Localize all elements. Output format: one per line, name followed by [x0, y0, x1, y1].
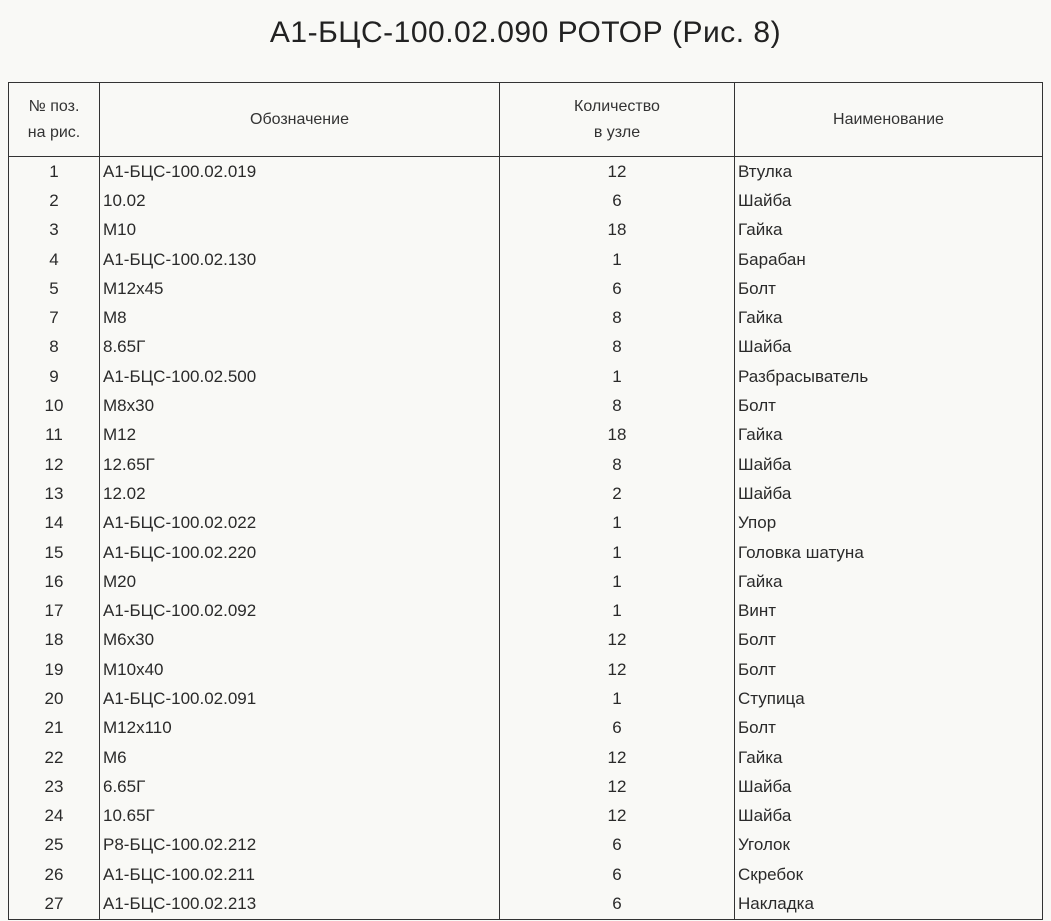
cell-designation: А1-БЦС-100.02.500 — [100, 362, 500, 391]
cell-designation: А1-БЦС-100.02.022 — [100, 509, 500, 538]
cell-name: Шайба — [735, 772, 1043, 801]
cell-quantity: 12 — [500, 772, 735, 801]
cell-quantity: 12 — [500, 157, 735, 187]
cell-quantity: 1 — [500, 509, 735, 538]
cell-quantity: 18 — [500, 421, 735, 450]
cell-designation: М8 — [100, 303, 500, 332]
cell-name: Болт — [735, 391, 1043, 420]
cell-position: 7 — [9, 303, 100, 332]
table-row — [9, 743, 1043, 772]
cell-position: 10 — [9, 391, 100, 420]
cell-position: 13 — [9, 479, 100, 508]
cell-position: 9 — [9, 362, 100, 391]
cell-name: Гайка — [735, 421, 1043, 450]
cell-designation: М6 — [100, 743, 500, 772]
table-row — [9, 216, 1043, 245]
table-row — [9, 596, 1043, 625]
cell-position: 2 — [9, 186, 100, 215]
cell-designation: А1-БЦС-100.02.130 — [100, 245, 500, 274]
cell-quantity: 18 — [500, 216, 735, 245]
cell-designation: М20 — [100, 567, 500, 596]
header-name: Наименование — [735, 83, 1043, 157]
cell-quantity: 1 — [500, 362, 735, 391]
header-designation: Обозначение — [100, 83, 500, 157]
table-row — [9, 802, 1043, 831]
header-quantity-line2: в узле — [593, 123, 641, 141]
cell-quantity: 6 — [500, 714, 735, 743]
header-position — [9, 83, 100, 157]
table-row — [9, 860, 1043, 889]
cell-position: 16 — [9, 567, 100, 596]
cell-name: Болт — [735, 714, 1043, 743]
cell-position: 27 — [9, 889, 100, 919]
cell-quantity: 12 — [500, 802, 735, 831]
parts-table — [8, 82, 1043, 920]
cell-name: Шайба — [735, 186, 1043, 215]
table-row — [9, 626, 1043, 655]
cell-position: 22 — [9, 743, 100, 772]
cell-name: Шайба — [735, 450, 1043, 479]
table-row — [9, 509, 1043, 538]
cell-position: 19 — [9, 655, 100, 684]
cell-name: Головка шатуна — [735, 538, 1043, 567]
cell-name: Шайба — [735, 333, 1043, 362]
table-row — [9, 391, 1043, 420]
cell-designation: А1-БЦС-100.02.092 — [100, 596, 500, 625]
table-row — [9, 538, 1043, 567]
cell-designation: 8.65Г — [100, 333, 500, 362]
cell-name: Шайба — [735, 802, 1043, 831]
header-position-line1: № поз. — [28, 97, 80, 115]
cell-designation: 6.65Г — [100, 772, 500, 801]
cell-position: 20 — [9, 684, 100, 713]
cell-designation: М12 — [100, 421, 500, 450]
cell-quantity: 8 — [500, 303, 735, 332]
cell-name: Разбрасыватель — [735, 362, 1043, 391]
cell-name: Втулка — [735, 157, 1043, 187]
table-row — [9, 245, 1043, 274]
cell-designation: Р8-БЦС-100.02.212 — [100, 831, 500, 860]
table-row — [9, 333, 1043, 362]
cell-quantity: 8 — [500, 391, 735, 420]
cell-quantity: 1 — [500, 245, 735, 274]
cell-designation: 12.65Г — [100, 450, 500, 479]
cell-quantity: 6 — [500, 831, 735, 860]
cell-quantity: 6 — [500, 274, 735, 303]
cell-position: 3 — [9, 216, 100, 245]
header-quantity-line1: Количество — [574, 97, 660, 115]
cell-designation: А1-БЦС-100.02.091 — [100, 684, 500, 713]
cell-quantity: 2 — [500, 479, 735, 508]
cell-name: Гайка — [735, 567, 1043, 596]
cell-position: 12 — [9, 450, 100, 479]
cell-name: Скребок — [735, 860, 1043, 889]
header-position-line2: на рис. — [27, 123, 81, 141]
table-row — [9, 772, 1043, 801]
page-title: А1-БЦС-100.02.090 РОТОР (Рис. 8) — [269, 16, 782, 49]
cell-name: Шайба — [735, 479, 1043, 508]
cell-designation: 10.02 — [100, 186, 500, 215]
cell-name: Накладка — [735, 889, 1043, 919]
cell-designation: А1-БЦС-100.02.019 — [100, 157, 500, 187]
cell-designation: 12.02 — [100, 479, 500, 508]
cell-designation: М6х30 — [100, 626, 500, 655]
cell-name: Упор — [735, 509, 1043, 538]
cell-quantity: 12 — [500, 743, 735, 772]
table-row — [9, 303, 1043, 332]
cell-quantity: 8 — [500, 450, 735, 479]
cell-position: 8 — [9, 333, 100, 362]
table-row — [9, 450, 1043, 479]
cell-designation: М12х110 — [100, 714, 500, 743]
cell-designation: А1-БЦС-100.02.211 — [100, 860, 500, 889]
table-row — [9, 362, 1043, 391]
cell-designation: М12х45 — [100, 274, 500, 303]
table-row — [9, 567, 1043, 596]
cell-name: Барабан — [735, 245, 1043, 274]
table-row — [9, 655, 1043, 684]
cell-position: 24 — [9, 802, 100, 831]
table-row — [9, 421, 1043, 450]
cell-position: 21 — [9, 714, 100, 743]
cell-name: Болт — [735, 274, 1043, 303]
table-row — [9, 274, 1043, 303]
cell-designation: М8х30 — [100, 391, 500, 420]
cell-name: Ступица — [735, 684, 1043, 713]
cell-designation: А1-БЦС-100.02.220 — [100, 538, 500, 567]
table-body — [9, 157, 1043, 920]
cell-name: Уголок — [735, 831, 1043, 860]
table-row — [9, 684, 1043, 713]
cell-quantity: 1 — [500, 684, 735, 713]
cell-quantity: 1 — [500, 567, 735, 596]
cell-position: 14 — [9, 509, 100, 538]
cell-name: Винт — [735, 596, 1043, 625]
cell-position: 17 — [9, 596, 100, 625]
cell-quantity: 12 — [500, 626, 735, 655]
cell-position: 1 — [9, 157, 100, 187]
cell-designation: М10х40 — [100, 655, 500, 684]
cell-quantity: 6 — [500, 860, 735, 889]
table-header-row — [9, 83, 1043, 157]
cell-quantity: 12 — [500, 655, 735, 684]
table-row — [9, 157, 1043, 187]
header-quantity — [500, 83, 735, 157]
cell-quantity: 1 — [500, 538, 735, 567]
cell-name: Гайка — [735, 303, 1043, 332]
cell-name: Болт — [735, 626, 1043, 655]
cell-quantity: 8 — [500, 333, 735, 362]
cell-position: 26 — [9, 860, 100, 889]
cell-position: 15 — [9, 538, 100, 567]
table-row — [9, 714, 1043, 743]
cell-position: 25 — [9, 831, 100, 860]
cell-quantity: 6 — [500, 889, 735, 919]
cell-designation: М10 — [100, 216, 500, 245]
cell-position: 5 — [9, 274, 100, 303]
cell-designation: 10.65Г — [100, 802, 500, 831]
cell-position: 23 — [9, 772, 100, 801]
table-row — [9, 889, 1043, 919]
cell-position: 18 — [9, 626, 100, 655]
table-row — [9, 831, 1043, 860]
cell-designation: А1-БЦС-100.02.213 — [100, 889, 500, 919]
cell-name: Болт — [735, 655, 1043, 684]
table-row — [9, 186, 1043, 215]
cell-name: Гайка — [735, 743, 1043, 772]
cell-position: 4 — [9, 245, 100, 274]
cell-position: 11 — [9, 421, 100, 450]
cell-name: Гайка — [735, 216, 1043, 245]
cell-quantity: 6 — [500, 186, 735, 215]
table-row — [9, 479, 1043, 508]
cell-quantity: 1 — [500, 596, 735, 625]
